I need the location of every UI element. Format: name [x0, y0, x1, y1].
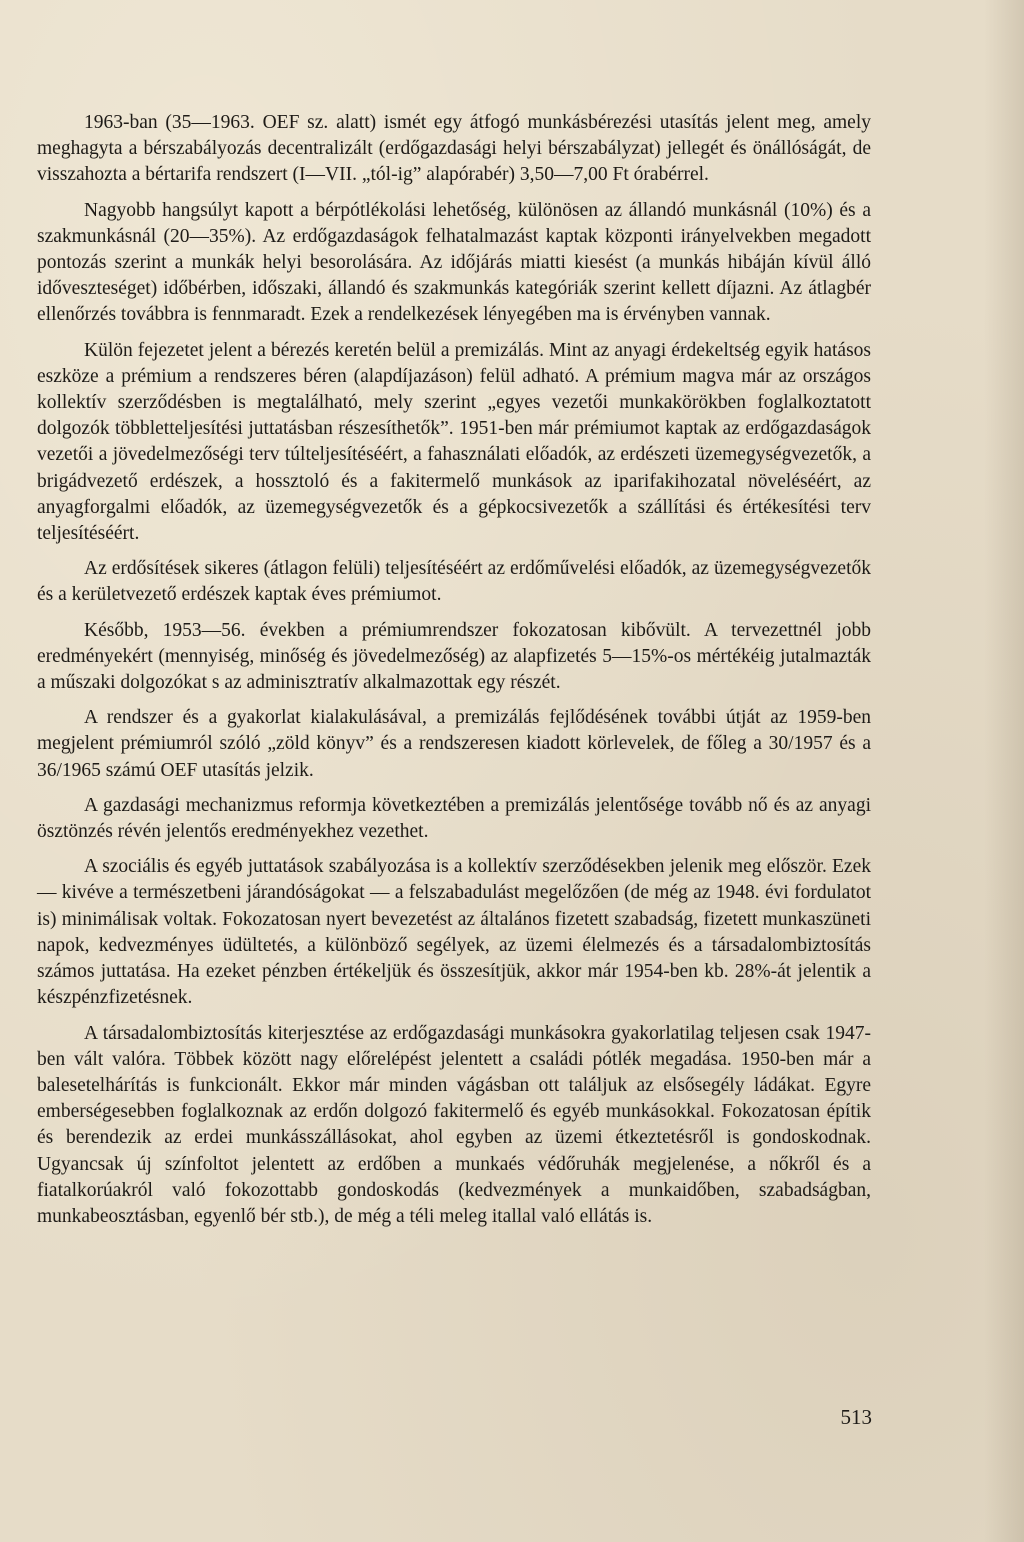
page-edge-shadow: [984, 0, 1024, 1542]
paragraph: A rendszer és a gyakorlat kialakulásával, a premizálás fejlődésének további útját az 1959-ben megjelent prémiumról szóló „zöld könyv” és a rendszeresen kiadott körlevelek, de főleg a 30/1957 és a 36/1965 számú OEF utasítás jelzik.: [37, 707, 871, 781]
page-number: 513: [840, 1405, 872, 1429]
paragraph: A gazdasági mechanizmus reformja következtében a premizálás jelentősége tovább nő és az anyagi ösztönzés révén jelentős eredményekhez vezethet.: [37, 794, 871, 843]
paragraph: 1963-ban (35—1963. OEF sz. alatt) ismét egy átfogó munkásbérezési utasítás jelent meg, amely meghagyta a bérszabályozás decentralizált (erdőgazdasági helyi bérszabályzat) jellegét és önállóságát, de visszahozta a bértarifa rendszert (I—VII. „tól-ig” alapórabér) 3,50—7,00 Ft órabérrel.: [37, 112, 871, 186]
paragraph: A szociális és egyéb juttatások szabályozása is a kollektív szerződésekben jelenik meg először. Ezek — kivéve a természetbeni járandóságokat — a felszabadulást megelőzően (de még az 1948. évi fordulatot is) minimálisak voltak. Fokozatosan nyert bevezetést az általános fizetett szabadság, fizetett munkaszüneti napok, kedvezményes üdültetés, a különböző segélyek, az üzemi élelmezés és a társadalombiztosítás számos juttatása. Ha ezeket pénzben értékeljük és összesítjük, akkor már 1954-ben kb. 28%-át jelentik a készpénzfizetésnek.: [37, 856, 871, 1009]
paragraph: Nagyobb hangsúlyt kapott a bérpótlékolási lehetőség, különösen az állandó munkásnál (10%) és a szakmunkásnál (20—35%). Az erdőgazdaságok felhatalmazást kaptak központi irányelvekben megadott pontozás szerint a munkák helyi besorolására. Az időjárás miatti kiesést (a munkás hibáján kívül álló időveszteséget) időbérben, időszaki, állandó és szakmunkás kategóriák szerint kellett díjazni. Az átlagbér ellenőrzés továbbra is fennmaradt. Ezek a rendelkezések lényegében ma is érvényben vannak.: [37, 199, 871, 326]
paragraph: A társadalombiztosítás kiterjesztése az erdőgazdasági munkásokra gyakorlatilag teljesen csak 1947-ben vált valóra. Többek között nagy előrelépést jelentett a családi pótlék megadása. 1950-ben már a balesetelhárítás is funkcionált. Ekkor már minden vágásban ott találjuk az elsősegély ládákat. Egyre emberségesebben foglalkoznak az erdőn dolgozó fakitermelő és egyéb munkásokkal. Fokozatosan építik és berendezik az erdei munkásszállásokat, ahol egyben az üzemi étkeztetésről is gondoskodnak. Ugyancsak új színfoltot jelentett az erdőben a munkaés védőruhák megjelenése, a nőkről és a fiatalkorúakról való fokozottabb gondoskodás (kedvezmények a munkaidőben, szabadságban, munkabeosztásban, egyenlő bér stb.), de még a téli meleg itallal való ellátás is.: [37, 1022, 871, 1227]
paragraph: Az erdősítések sikeres (átlagon felüli) teljesítéséért az erdőművelési előadók, az üzemegységvezetők és a kerületvezető erdészek kaptak éves prémiumot.: [37, 558, 871, 606]
paragraph: Külön fejezetet jelent a bérezés keretén belül a premizálás. Mint az anyagi érdekeltség egyik hatásos eszköze a prémium a rendszeres béren (alapdíjazáson) felül adható. A prémium magva már az országos kollektív szerződésben is megtalálható, mely szerint „egyes vezetői munkakörökben foglalkoztatott dolgozók többletteljesítési juttatásban részesíthetők”. 1951-ben már prémiumot kaptak az erdőgazdaságok vezetői a jövedelmezőségi terv túlteljesítéséért, a fahasználati előadók, az erdészeti üzemegységvezetők, a brigádvezető erdészek, a hossztoló és a fakitermelő munkások az iparifakihozatal növeléséért, az anyagforgalmi előadók, az üzemegységvezetők és a gépkocsivezetők a szállítási és értékesítési terv teljesítéséért.: [37, 339, 871, 545]
paragraph: Később, 1953—56. években a prémiumrendszer fokozatosan kibővült. A tervezettnél jobb eredményekért (mennyiség, minőség és jövedelmezőség) az alapfizetés 5—15%-os mértékéig jutalmazták a műszaki dolgozókat s az adminisztratív alkalmazottak egy részét.: [37, 619, 871, 694]
body-text: [37, 110, 871, 1239]
